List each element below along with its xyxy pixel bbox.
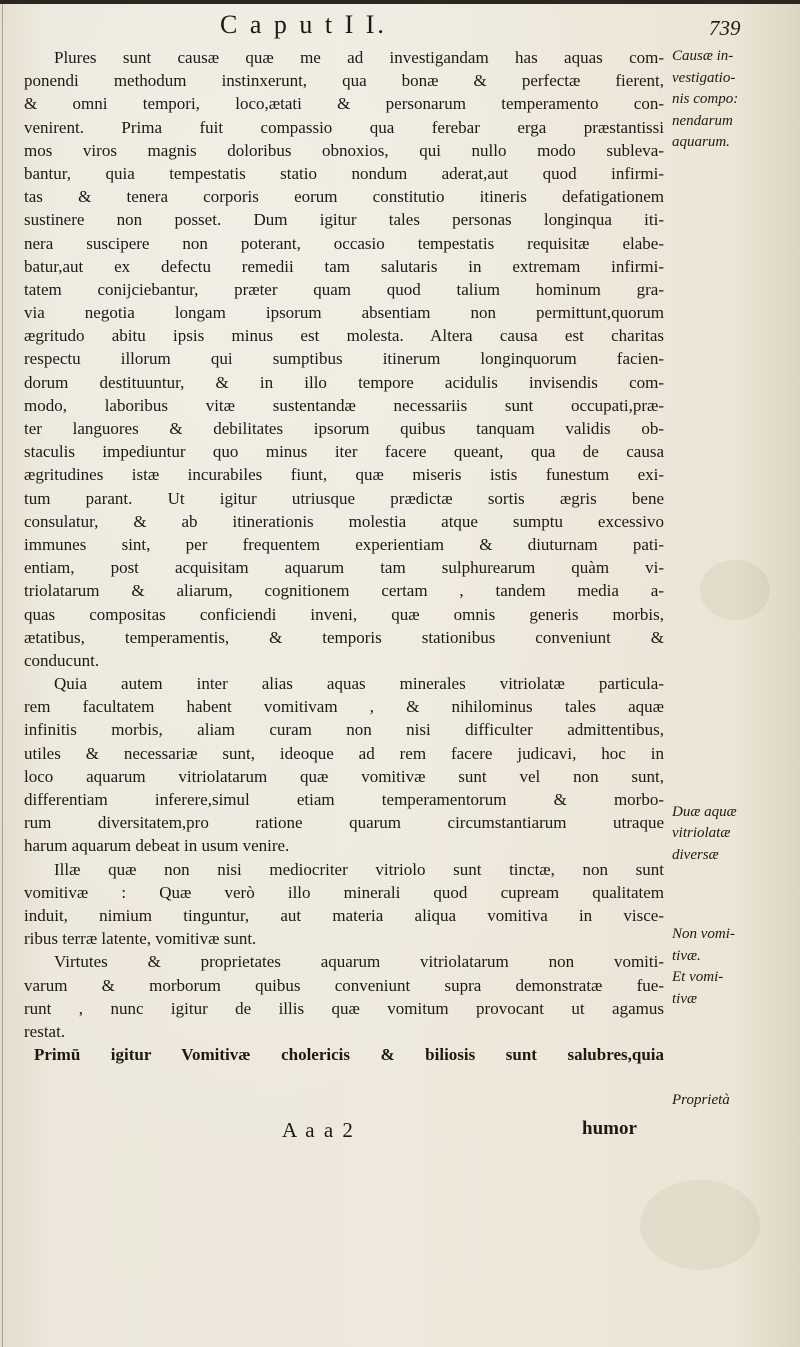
text-line: infinitis morbis, aliam curam non nisi difficulter admittentibus, (24, 720, 664, 740)
margin-gap (672, 154, 796, 802)
text-line: varum & morborum quibus conveniunt supra demonstratæ fue- (24, 975, 664, 995)
text-line: modo, laboribus vitæ sustentandæ necessariis sunt occupati,præ- (24, 395, 664, 415)
text-line: loco aquarum vitriolatarum quæ vomitivæ sunt vel non sunt, (24, 766, 664, 786)
text-line: ribus terræ latente, vomitivæ sunt. (24, 929, 257, 949)
text-line: venirent. Prima fuit compassio qua ferebar erga præstantissi (24, 117, 664, 137)
text-line: via negotia longam ipsorum absentiam non permittunt,quorum (24, 303, 664, 323)
text-line: sustinere non posset. Dum igitur tales personas longinqua iti- (24, 210, 664, 230)
text-line: Plures sunt causæ quæ me ad investigandam has aquas com- (54, 48, 664, 67)
text-line: tum parant. Ut igitur utriusque prædictæ sortis ægris bene (24, 488, 664, 508)
text-line: & omni tempori, loco,ætati & personarum temperamento con- (24, 94, 664, 114)
margin-note: nendarum (672, 112, 733, 129)
text-line: utiles & necessariæ sunt, ideoque ad rem facere judicavi, hoc in (24, 743, 664, 763)
text-line: entiam, post acquisitam aquarum tam sulphurearum quàm vi- (24, 558, 664, 578)
margin-note: tivæ. (672, 947, 701, 964)
margin-note: vestigatio- (672, 69, 736, 86)
margin-note: vitriolatæ (672, 825, 731, 841)
catchword: humor (582, 1118, 637, 1139)
text-line: Illæ quæ non nisi mediocriter vitriolo sunt tinctæ, non sunt (54, 859, 664, 879)
text-line: Quia autem inter alias aquas minerales vitriolatæ particula- (54, 674, 664, 694)
margin-note: diversæ (672, 846, 719, 863)
text-line: rem facultatem habent vomitivam , & nihilominus tales aquæ (24, 697, 664, 717)
paper-stain (640, 1180, 760, 1270)
text-line: triolatarum & aliarum, cognitionem certam , tandem media a- (24, 581, 664, 601)
margin-gap (672, 1010, 796, 1090)
margin-note: Proprietà (672, 1092, 730, 1108)
text-line: batur,aut ex defectu remedii tam salutaris in extremam infirmi- (24, 256, 664, 276)
text-line: ætatibus, temperamentis, & temporis stationibus conveniunt & (24, 627, 664, 647)
margin-notes (672, 46, 796, 1112)
text-line: tatem conijciebantur, præter quam quod talium hominum gra- (24, 279, 664, 299)
margin-note: Duæ aquæ (672, 803, 737, 820)
margin-note: aquarum. (672, 134, 730, 150)
margin-note: Et vomi- (672, 969, 724, 985)
text-line: runt , nunc igitur de illis quæ vomitum provocant ut agamus (24, 998, 664, 1018)
page-header (0, 6, 800, 42)
text-line: ægritudines istæ incurabiles fiunt, quæ miseris istis funestum exi- (24, 465, 664, 485)
text-line: nera suscipere non poterant, occasio tempestatis requisitæ elabe- (24, 233, 664, 253)
page-top-edge (0, 0, 800, 4)
text-line: respectu illorum qui sumptibus itinerum longinquorum facien- (24, 349, 664, 369)
margin-note: tivæ (672, 990, 697, 1007)
margin-note: Non vomi- (672, 926, 735, 942)
text-line: Primū igitur Vomitivæ cholericis & biliosis sunt salubres,quia (34, 1045, 664, 1065)
text-line: quas compositas conficiendi inveni, quæ omnis generis morbis, (24, 604, 664, 624)
text-line: bantur, quia tempestatis statio nondum aderat,aut quod infirmi- (24, 163, 664, 183)
text-line: ægritudo abitu ipsis minus est molesta. Altera causa est charitas (24, 326, 664, 346)
text-line: dorum destituuntur, & in illo tempore acidulis invisendis com- (24, 372, 664, 392)
text-line: differentiam inferere,simul etiam temperamentorum & morbo- (24, 790, 664, 809)
text-line: harum aquarum debeat in usum venire. (24, 836, 290, 856)
page-number: 739 (709, 16, 741, 40)
text-line: rum diversitatem,pro ratione quarum circumstantiarum utraque (24, 813, 664, 833)
text-line: immunes sint, per frequentem experientiam & diuturnam pati- (24, 534, 664, 554)
text-line: induit, nimium tinguntur, aut materia aliqua vomitiva in visce- (24, 905, 664, 925)
text-line: Virtutes & proprietates aquarum vitriolatarum non vomiti- (54, 952, 664, 972)
page-footer (0, 1118, 800, 1148)
margin-note: nis compo: (672, 91, 739, 107)
text-line: restat. (24, 1021, 66, 1041)
text-line: vomitivæ : Quæ verò illo minerali quod cupream qualitatem (24, 882, 664, 902)
text-line: conducunt. (24, 650, 100, 670)
text-line: mos viros magnis doloribus obnoxios, qui nullo modo subleva- (24, 140, 664, 160)
text-line: ponendi methodum instinxerunt, qua bonæ & perfectæ fierent, (24, 71, 664, 91)
text-line: ter languores & debilitates ipsorum quibus tanquam validis ob- (24, 419, 664, 438)
text-line: consulatur, & ab itinerationis molestia atque sumptu excessivo (24, 511, 664, 531)
margin-gap (672, 866, 796, 924)
signature-mark: A a a 2 (282, 1118, 355, 1142)
main-text (24, 46, 664, 1066)
text-line: staculis impediuntur quo minus iter facere queant, qua de causa (24, 442, 664, 462)
text-line: tas & tenera corporis eorum constitutio itineris defatigationem (24, 187, 664, 207)
running-head: C a p u t I I. (220, 10, 387, 39)
margin-note: Causæ in- (672, 48, 734, 64)
